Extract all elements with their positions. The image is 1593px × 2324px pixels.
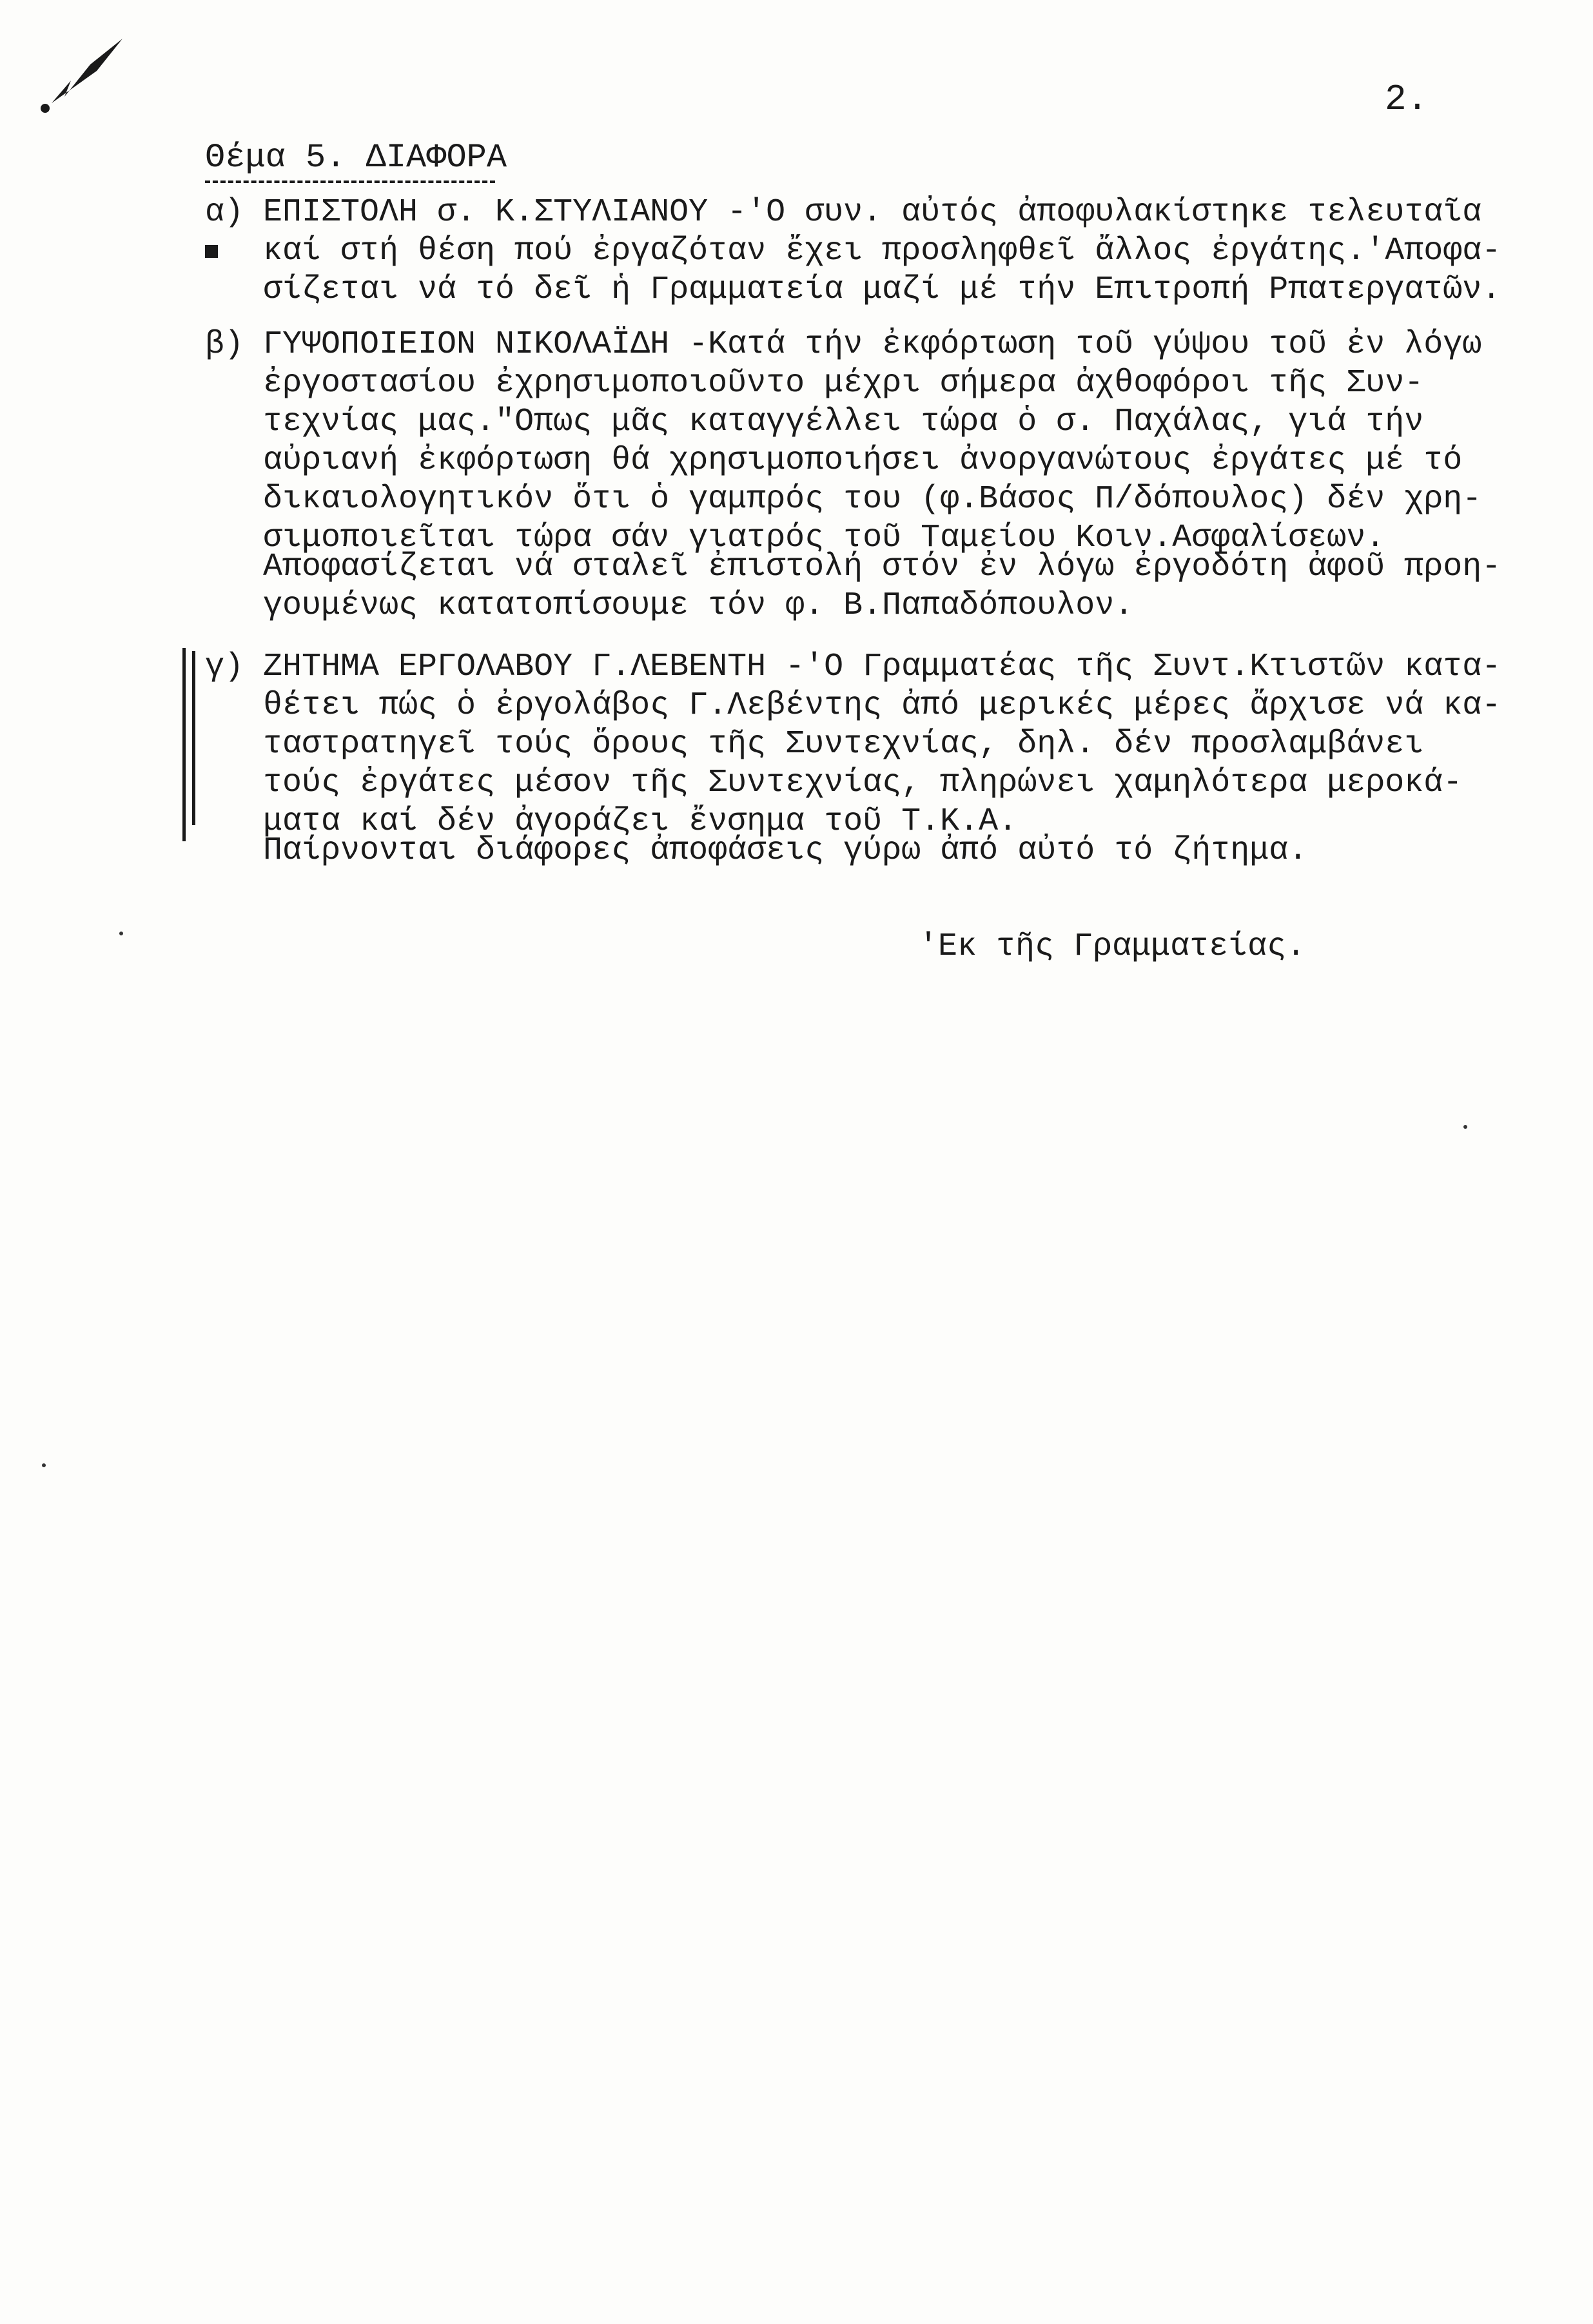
text-line: Παίρνονται διάφορες ἀποφάσεις γύρω ἀπό αὐτό τό ζήτημα. <box>263 832 1308 869</box>
decision-paragraph <box>263 548 1520 625</box>
margin-line <box>192 651 195 825</box>
scan-speck <box>119 932 123 935</box>
item-text <box>263 648 1520 841</box>
text-line: ΓΥΨΟΠΟΙΕΙΟΝ ΝΙΚΟΛΑΪΔΗ -Κατά τήν ἐκφόρτωση τοῦ γύψου τοῦ ἐν λόγω <box>263 326 1482 363</box>
text-line: σίζεται νά τό δεῖ ἡ Γραμματεία μαζί μέ τήν Επιτροπή Ρπατεργατῶν. <box>263 271 1501 308</box>
item-marker: β) <box>205 326 244 363</box>
margin-mark <box>205 245 218 258</box>
item-text <box>263 326 1520 558</box>
text-line: Αποφασίζεται νά σταλεῖ ἐπιστολή στόν ἐν λόγω ἐργοδότη ἀφοῦ προη- <box>263 549 1501 585</box>
item-gamma <box>205 648 1520 841</box>
pen-mark-icon <box>26 26 142 116</box>
text-line: δικαιολογητικόν ὅτι ὁ γαμπρός του (φ.Βάσος Π/δόπουλος) δέν χρη- <box>263 481 1482 518</box>
signature: 'Εκ τῆς Γραμματείας. <box>919 928 1306 965</box>
decision-paragraph <box>263 832 1520 870</box>
text-line: αὐριανή ἐκφόρτωση θά χρησιμοποιήσει ἀνοργανώτους ἐργάτες μέ τό <box>263 442 1463 479</box>
heading-underline <box>205 181 495 183</box>
margin-line <box>182 648 186 841</box>
scan-speck <box>42 1463 46 1467</box>
text-line: ΖΗΤΗΜΑ ΕΡΓΟΛΑΒΟΥ Γ.ΛΕΒΕΝΤΗ -'Ο Γραμματέας τῆς Συντ.Κτιστῶν κατα- <box>263 649 1501 685</box>
section-heading: Θέμα 5. ΔΙΑΦΟΡΑ <box>205 139 507 177</box>
text-line: τεχνίας μας."Οπως μᾶς καταγγέλλει τώρα ὁ σ. Παχάλας, γιά τήν <box>263 404 1424 440</box>
item-marker: α) <box>205 194 244 231</box>
text-line: τούς ἐργάτες μέσον τῆς Συντεχνίας, πληρώνει χαμηλότερα μεροκά- <box>263 765 1463 801</box>
page-number: 2. <box>1385 79 1429 120</box>
item-marker: γ) <box>205 649 244 685</box>
text-line: σιμοποιεῖται τώρα σάν γιατρός τοῦ Ταμείου Κοιν.Ασφαλίσεων. <box>263 520 1385 556</box>
text-line: ΕΠΙΣΤΟΛΗ σ. Κ.ΣΤΥΛΙΑΝΟΥ -'Ο συν. αὐτός ἀποφυλακίστηκε τελευταῖα <box>263 194 1482 231</box>
scan-speck <box>1463 1125 1467 1129</box>
text-line: ταστρατηγεῖ τούς ὅρους τῆς Συντεχνίας, δηλ. δέν προσλαμβάνει <box>263 726 1424 763</box>
item-text <box>263 193 1520 309</box>
text-line: θέτει πώς ὁ ἐργολάβος Γ.Λεβέντης ἀπό μερικές μέρες ἄρχισε νά κα- <box>263 687 1501 724</box>
text-line: καί στή θέση πού ἐργαζόταν ἔχει προσληφθεῖ ἄλλος ἐργάτης.'Αποφα- <box>263 233 1501 269</box>
text-line: γουμένως κατατοπίσουμε τόν φ. Β.Παπαδόπουλον. <box>263 587 1134 624</box>
text-line: ἐργοστασίου ἐχρησιμοποιοῦντο μέχρι σήμερα ἀχθοφόροι τῆς Συν- <box>263 365 1424 402</box>
text-line: ματα καί δέν ἀγοράζει ἔνσημα τοῦ Τ.Κ.Α. <box>263 803 1018 840</box>
item-beta <box>205 326 1520 558</box>
item-alpha <box>205 193 1520 309</box>
